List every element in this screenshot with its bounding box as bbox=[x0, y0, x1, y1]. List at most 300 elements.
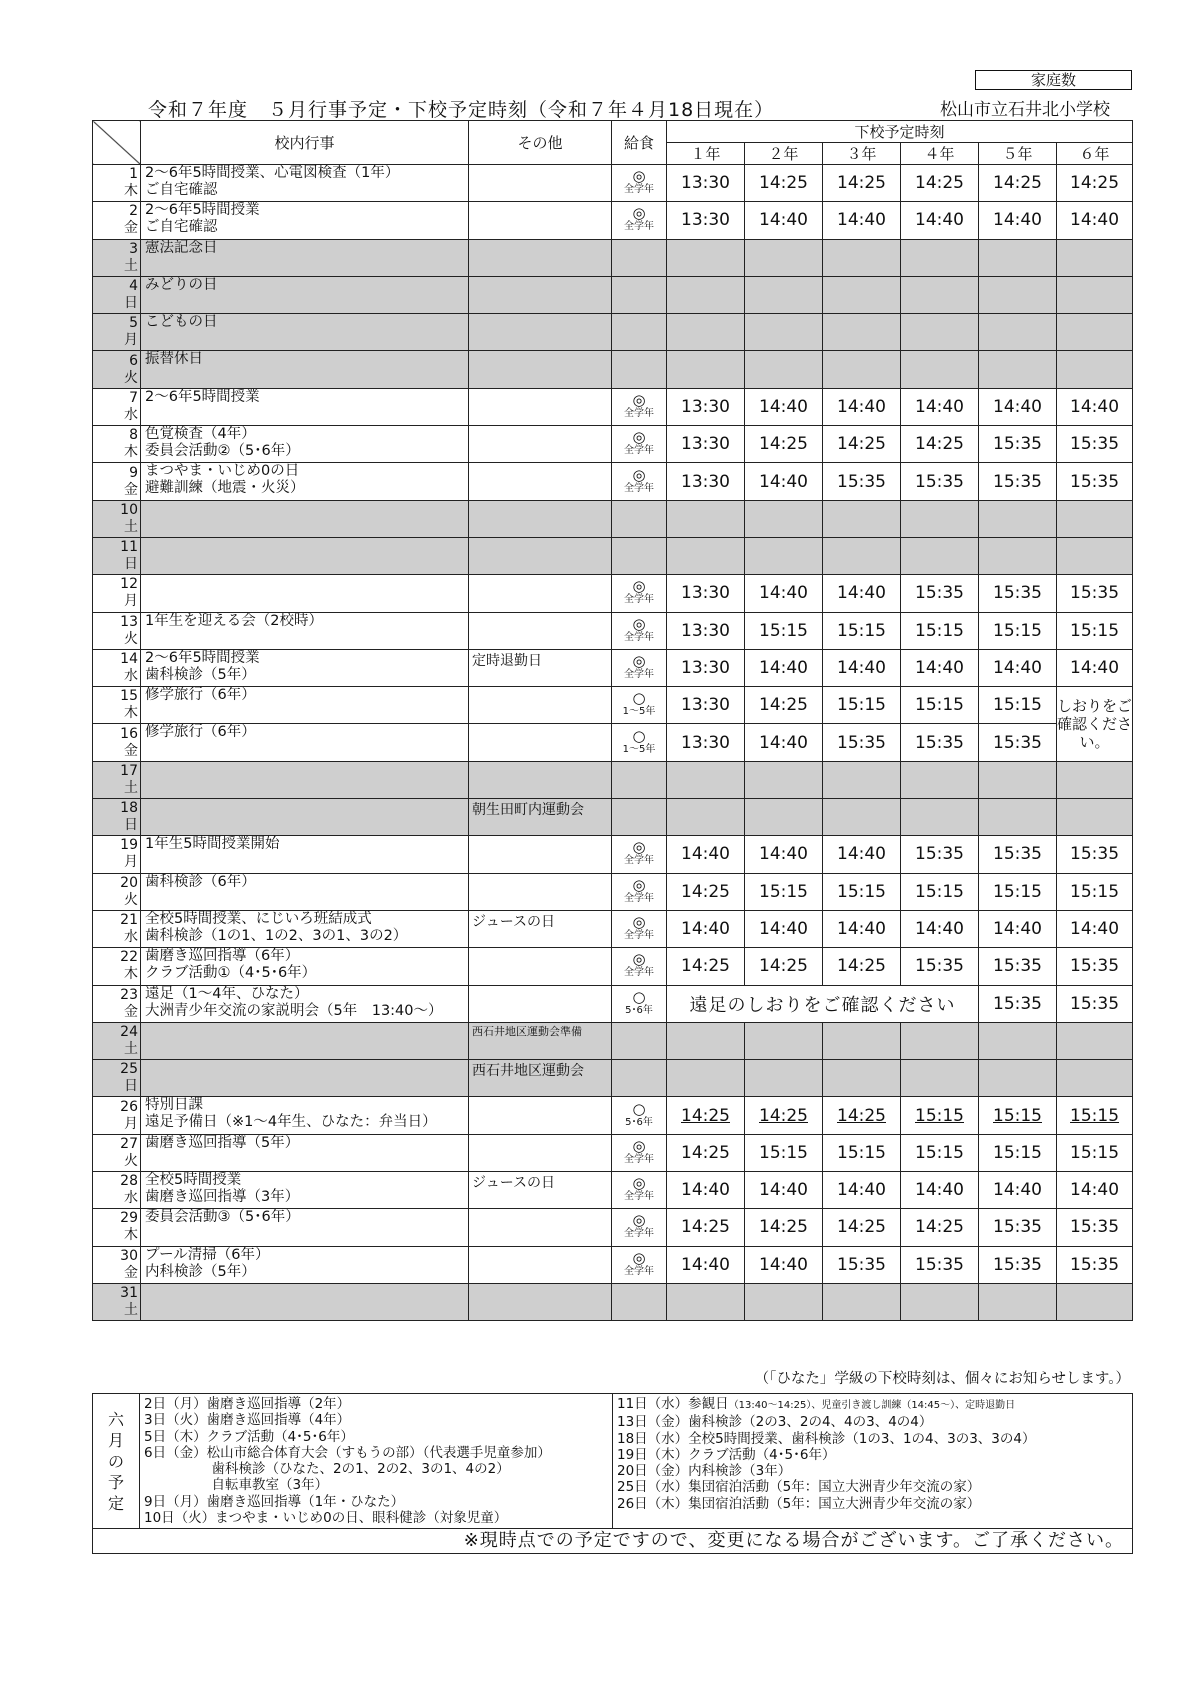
dismissal-time bbox=[901, 836, 979, 873]
time-text: 14:25 bbox=[759, 695, 808, 716]
dismissal-time bbox=[667, 1246, 745, 1283]
empty-time-cell bbox=[1057, 239, 1133, 276]
time-text: 15:15 bbox=[1070, 620, 1120, 641]
day-number: 11 bbox=[120, 539, 138, 556]
time-text: 14:40 bbox=[915, 658, 964, 678]
empty-time-cell bbox=[979, 351, 1057, 388]
lunch-cell bbox=[612, 426, 667, 463]
empty-time-cell bbox=[667, 1060, 745, 1097]
time-text: 14:40 bbox=[1070, 658, 1120, 678]
grade-header: ２年 bbox=[745, 143, 823, 165]
time-text: 15:35 bbox=[837, 732, 886, 753]
dismissal-time bbox=[1057, 1172, 1133, 1209]
dismissal-time bbox=[823, 426, 901, 463]
day-row bbox=[93, 724, 1133, 761]
event-cell bbox=[141, 575, 469, 612]
dismissal-time bbox=[979, 575, 1057, 612]
time-text: 13:30 bbox=[681, 434, 730, 455]
other-cell bbox=[469, 612, 612, 649]
day-number: 18 bbox=[120, 800, 138, 817]
date-cell bbox=[93, 612, 141, 649]
lunch-grades: 全学年 bbox=[624, 594, 654, 606]
date-cell bbox=[93, 1172, 141, 1209]
day-number: 6 bbox=[129, 352, 138, 369]
event-cell bbox=[141, 239, 469, 276]
other-cell bbox=[469, 463, 612, 500]
weekday: 月 bbox=[124, 593, 138, 610]
day-number: 27 bbox=[120, 1135, 138, 1152]
event-line: 避難訓練（地震・火災） bbox=[145, 480, 305, 497]
time-text: 15:15 bbox=[1070, 881, 1120, 902]
day-number: 1 bbox=[129, 166, 138, 183]
day-row bbox=[93, 239, 1133, 276]
grade6-shiori-note: しおりをご確認ください。 bbox=[1057, 687, 1133, 762]
event-line: 遠足予備日（※1～4年生、ひなた：弁当日） bbox=[145, 1114, 437, 1131]
lunch-cell bbox=[612, 612, 667, 649]
day-row bbox=[93, 575, 1133, 612]
other-cell bbox=[469, 873, 612, 910]
dismissal-time bbox=[901, 575, 979, 612]
time-text: 15:35 bbox=[1070, 583, 1120, 604]
other-cell bbox=[469, 948, 612, 985]
time-text: 13:30 bbox=[681, 471, 730, 492]
date-cell bbox=[93, 910, 141, 947]
day-row bbox=[93, 537, 1133, 574]
event-line: 大洲青少年交流の家説明会（5年 13:40～） bbox=[145, 1002, 443, 1019]
empty-time-cell bbox=[745, 500, 823, 537]
time-text: 15:15 bbox=[993, 1105, 1042, 1126]
dismissal-time bbox=[979, 1172, 1057, 1209]
june-label-char: 予 bbox=[107, 1472, 124, 1492]
dismissal-time bbox=[823, 910, 901, 947]
date-cell bbox=[93, 873, 141, 910]
dismissal-time bbox=[901, 1172, 979, 1209]
lunch-mark: ◎ bbox=[632, 913, 646, 932]
empty-time-cell bbox=[979, 314, 1057, 351]
dismissal-time bbox=[667, 612, 745, 649]
day-number: 25 bbox=[120, 1061, 138, 1078]
lunch-cell bbox=[612, 1246, 667, 1283]
other-cell bbox=[469, 724, 612, 761]
other-cell bbox=[469, 165, 612, 202]
day-row bbox=[93, 985, 1133, 1022]
june-item: 26日（木）集団宿泊活動（5年：国立大洲青少年交流の家） bbox=[617, 1495, 981, 1512]
event-line: 遠足（1～4年、ひなた） bbox=[145, 985, 309, 1002]
lunch-grades: 1～5年 bbox=[622, 706, 656, 718]
day-row bbox=[93, 426, 1133, 463]
time-text: 13:30 bbox=[681, 620, 730, 641]
day-number: 31 bbox=[120, 1285, 138, 1302]
empty-time-cell bbox=[745, 537, 823, 574]
day-row bbox=[93, 1134, 1133, 1171]
other-cell bbox=[469, 388, 612, 425]
dismissal-time bbox=[823, 687, 901, 724]
empty-time-cell bbox=[1057, 1060, 1133, 1097]
june-item: 6日（金）松山市総合体育大会（すもうの部）（代表選手児童参加） bbox=[144, 1444, 551, 1461]
weekday: 土 bbox=[124, 1302, 138, 1319]
dismissal-time bbox=[667, 1172, 745, 1209]
time-text: 15:15 bbox=[993, 620, 1042, 641]
june-item: 13日（金）歯科検診（2の3、2の4、4の3、4の4） bbox=[617, 1414, 933, 1431]
day-number: 9 bbox=[129, 464, 138, 481]
time-text: 14:40 bbox=[759, 1180, 808, 1201]
time-text: 14:40 bbox=[993, 1180, 1042, 1201]
empty-time-cell bbox=[823, 276, 901, 313]
dismissal-time bbox=[667, 575, 745, 612]
time-text: 15:15 bbox=[837, 695, 886, 716]
date-cell bbox=[93, 276, 141, 313]
time-text: 14:25 bbox=[915, 173, 964, 194]
day-row bbox=[93, 948, 1133, 985]
time-text: 15:15 bbox=[1070, 1105, 1120, 1126]
time-text: 15:35 bbox=[1070, 956, 1120, 977]
lunch-grades: 全学年 bbox=[624, 1228, 654, 1240]
other-cell: 定時退勤日 bbox=[469, 649, 612, 686]
event-cell bbox=[141, 687, 469, 724]
weekday: 土 bbox=[124, 257, 138, 274]
time-text: 15:35 bbox=[993, 1217, 1042, 1238]
dismissal-time bbox=[745, 910, 823, 947]
other-cell bbox=[469, 1134, 612, 1171]
dismissal-time bbox=[745, 1172, 823, 1209]
dismissal-time bbox=[667, 948, 745, 985]
dismissal-time bbox=[979, 426, 1057, 463]
day-number: 5 bbox=[129, 315, 138, 332]
weekday: 水 bbox=[124, 1190, 138, 1207]
dismissal-time bbox=[745, 873, 823, 910]
june-schedule bbox=[92, 1393, 1133, 1554]
time-text: 14:25 bbox=[915, 1217, 964, 1238]
time-text: 13:30 bbox=[681, 732, 730, 753]
lunch-mark: ◎ bbox=[632, 204, 646, 223]
june-item: 25日（水）集団宿泊活動（5年：国立大洲青少年交流の家） bbox=[617, 1479, 981, 1496]
event-line: 憲法記念日 bbox=[145, 239, 218, 256]
time-text: 14:40 bbox=[759, 732, 808, 753]
other-cell bbox=[469, 985, 612, 1022]
school-name: 松山市立石井北小学校 bbox=[940, 100, 1110, 120]
dismissal-time bbox=[901, 388, 979, 425]
empty-time-cell bbox=[667, 351, 745, 388]
lunch-grades: 5･6年 bbox=[625, 1116, 653, 1128]
time-text: 15:35 bbox=[1070, 471, 1120, 492]
lunch-cell bbox=[612, 165, 667, 202]
day-row bbox=[93, 1097, 1133, 1134]
event-cell bbox=[141, 612, 469, 649]
corner-cell bbox=[93, 121, 141, 165]
ensoku-note: 遠足のしおりをご確認ください bbox=[667, 985, 979, 1022]
date-cell bbox=[93, 314, 141, 351]
time-text: 15:15 bbox=[915, 1142, 964, 1163]
day-row bbox=[93, 687, 1133, 724]
time-text: 15:15 bbox=[837, 1142, 886, 1163]
lunch-mark: ◎ bbox=[632, 577, 646, 596]
time-text: 14:25 bbox=[759, 434, 808, 455]
weekday: 木 bbox=[124, 1227, 138, 1244]
weekday: 月 bbox=[124, 854, 138, 871]
event-cell bbox=[141, 1097, 469, 1134]
time-text: 14:40 bbox=[759, 583, 808, 604]
dismissal-header: 下校予定時刻 bbox=[667, 121, 1133, 143]
lunch-cell bbox=[612, 1134, 667, 1171]
grade-header: ４年 bbox=[901, 143, 979, 165]
day-number: 19 bbox=[120, 837, 138, 854]
dismissal-time bbox=[979, 388, 1057, 425]
time-text: 14:40 bbox=[759, 471, 808, 492]
weekday: 日 bbox=[124, 817, 138, 834]
dismissal-time bbox=[1057, 1097, 1133, 1134]
empty-time-cell bbox=[1057, 276, 1133, 313]
time-text: 14:25 bbox=[759, 1105, 808, 1126]
dismissal-time bbox=[667, 724, 745, 761]
dismissal-time bbox=[1057, 426, 1133, 463]
time-text: 14:40 bbox=[759, 919, 808, 940]
schedule-table bbox=[92, 120, 1133, 1321]
empty-time-cell bbox=[823, 537, 901, 574]
dismissal-time bbox=[745, 463, 823, 500]
time-text: 14:40 bbox=[993, 919, 1042, 940]
time-text: 14:40 bbox=[837, 210, 886, 231]
lunch-cell bbox=[612, 948, 667, 985]
time-text: 15:35 bbox=[837, 471, 886, 492]
empty-time-cell bbox=[667, 537, 745, 574]
event-line: 委員会活動③（5･6年） bbox=[145, 1209, 300, 1226]
weekday: 金 bbox=[124, 481, 138, 498]
event-line: 歯磨き巡回指導（3年） bbox=[145, 1189, 300, 1206]
lunch-cell bbox=[612, 985, 667, 1022]
other-cell bbox=[469, 1283, 612, 1320]
lunch-cell bbox=[612, 388, 667, 425]
event-cell bbox=[141, 1060, 469, 1097]
time-text: 14:40 bbox=[837, 583, 886, 604]
dismissal-time bbox=[901, 1097, 979, 1134]
dismissal-time bbox=[901, 948, 979, 985]
time-text: 15:35 bbox=[993, 471, 1042, 492]
day-number: 8 bbox=[129, 427, 138, 444]
weekday: 日 bbox=[124, 295, 138, 312]
empty-time-cell bbox=[823, 1022, 901, 1059]
time-text: 14:40 bbox=[837, 396, 886, 417]
lunch-mark: ◎ bbox=[632, 465, 646, 484]
day-number: 13 bbox=[120, 613, 138, 630]
weekday: 土 bbox=[124, 1040, 138, 1057]
empty-time-cell bbox=[979, 276, 1057, 313]
lunch-mark: ○ bbox=[632, 689, 646, 708]
event-cell bbox=[141, 388, 469, 425]
other-cell bbox=[469, 276, 612, 313]
day-number: 4 bbox=[129, 278, 138, 295]
date-cell bbox=[93, 426, 141, 463]
day-row bbox=[93, 1172, 1133, 1209]
dismissal-time bbox=[745, 165, 823, 202]
empty-time-cell bbox=[979, 1022, 1057, 1059]
weekday: 火 bbox=[124, 369, 138, 386]
other-cell: ジュースの日 bbox=[469, 1172, 612, 1209]
dismissal-time bbox=[1057, 612, 1133, 649]
grade-header: ６年 bbox=[1057, 143, 1133, 165]
weekday: 木 bbox=[124, 444, 138, 461]
time-text: 14:40 bbox=[837, 919, 886, 940]
other-cell bbox=[469, 1209, 612, 1246]
empty-time-cell bbox=[1057, 761, 1133, 798]
dismissal-time bbox=[901, 1134, 979, 1171]
empty-time-cell bbox=[901, 239, 979, 276]
lunch-cell bbox=[612, 239, 667, 276]
time-text: 15:35 bbox=[993, 956, 1042, 977]
lunch-grades: 全学年 bbox=[624, 855, 654, 867]
time-text: 14:25 bbox=[837, 434, 886, 455]
june-item: 18日（水）全校5時間授業、歯科検診（1の3、1の4、3の3、3の4） bbox=[617, 1430, 1036, 1447]
time-text: 14:25 bbox=[681, 956, 730, 977]
other-cell bbox=[469, 836, 612, 873]
empty-time-cell bbox=[1057, 537, 1133, 574]
date-cell bbox=[93, 687, 141, 724]
day-row bbox=[93, 761, 1133, 798]
dismissal-time bbox=[745, 1209, 823, 1246]
weekday: 金 bbox=[124, 1003, 138, 1020]
day-row bbox=[93, 1283, 1133, 1320]
empty-time-cell bbox=[823, 799, 901, 836]
event-line: まつやま・いじめ0の日 bbox=[145, 463, 300, 480]
time-text: 15:15 bbox=[759, 881, 808, 902]
time-text: 15:35 bbox=[915, 844, 964, 865]
day-number: 23 bbox=[120, 986, 138, 1003]
day-number: 24 bbox=[120, 1023, 138, 1040]
time-text: 15:35 bbox=[1070, 434, 1120, 455]
date-cell bbox=[93, 1134, 141, 1171]
dismissal-time bbox=[901, 612, 979, 649]
date-cell bbox=[93, 724, 141, 761]
dismissal-time bbox=[979, 1209, 1057, 1246]
june-left-column bbox=[140, 1394, 613, 1529]
time-text: 13:30 bbox=[681, 583, 730, 604]
time-text: 14:25 bbox=[837, 1217, 886, 1238]
day-number: 14 bbox=[120, 651, 138, 667]
june-label bbox=[93, 1394, 140, 1529]
event-line: 歯科検診（6年） bbox=[145, 873, 256, 890]
june-item: 11日（水）参観日（13:40～14:25）、児童引き渡し訓練（14:45～）、定時退勤日 bbox=[617, 1396, 1016, 1412]
other-cell bbox=[469, 1246, 612, 1283]
lunch-mark: ◎ bbox=[632, 614, 646, 633]
empty-time-cell bbox=[901, 500, 979, 537]
dismissal-time bbox=[667, 202, 745, 239]
lunch-cell bbox=[612, 799, 667, 836]
time-text: 14:40 bbox=[993, 658, 1042, 678]
dismissal-time bbox=[901, 910, 979, 947]
dismissal-time bbox=[1057, 910, 1133, 947]
lunch-mark: ◎ bbox=[632, 1136, 646, 1155]
event-cell bbox=[141, 1209, 469, 1246]
lunch-cell bbox=[612, 463, 667, 500]
dismissal-time bbox=[1057, 1134, 1133, 1171]
lunch-header: 給食 bbox=[612, 121, 667, 165]
dismissal-time bbox=[667, 388, 745, 425]
lunch-grades: 全学年 bbox=[624, 1265, 654, 1277]
dismissal-time bbox=[1057, 1246, 1133, 1283]
empty-time-cell bbox=[823, 1060, 901, 1097]
date-cell bbox=[93, 1022, 141, 1059]
dismissal-time: 15:35 bbox=[1057, 985, 1133, 1022]
day-row bbox=[93, 1209, 1133, 1246]
lunch-cell bbox=[612, 351, 667, 388]
day-number: 10 bbox=[120, 501, 138, 518]
household-count-box: 家庭数 bbox=[975, 70, 1132, 90]
june-item: 2日（月）歯磨き巡回指導（2年） bbox=[144, 1396, 351, 1412]
event-cell bbox=[141, 1246, 469, 1283]
event-cell bbox=[141, 314, 469, 351]
dismissal-time bbox=[745, 202, 823, 239]
weekday: 土 bbox=[124, 779, 138, 796]
empty-time-cell bbox=[745, 351, 823, 388]
empty-time-cell bbox=[823, 761, 901, 798]
dismissal-time bbox=[745, 1246, 823, 1283]
empty-time-cell bbox=[745, 276, 823, 313]
time-text: 15:15 bbox=[1070, 1142, 1120, 1163]
lunch-grades: 全学年 bbox=[624, 407, 654, 419]
dismissal-time bbox=[901, 687, 979, 724]
time-text: 14:40 bbox=[915, 396, 964, 417]
time-text: 14:40 bbox=[915, 919, 964, 940]
empty-time-cell bbox=[745, 1283, 823, 1320]
event-line: プール清掃（6年） bbox=[145, 1246, 270, 1263]
dismissal-time bbox=[979, 1134, 1057, 1171]
weekday: 月 bbox=[124, 1115, 138, 1132]
dismissal-time bbox=[745, 836, 823, 873]
date-cell bbox=[93, 836, 141, 873]
time-text: 14:40 bbox=[759, 1254, 808, 1275]
empty-time-cell bbox=[1057, 1283, 1133, 1320]
weekday: 金 bbox=[124, 742, 138, 759]
lunch-mark: ◎ bbox=[632, 950, 646, 969]
empty-time-cell bbox=[823, 314, 901, 351]
event-cell bbox=[141, 910, 469, 947]
dismissal-time bbox=[1057, 649, 1133, 686]
lunch-cell bbox=[612, 687, 667, 724]
empty-time-cell bbox=[745, 1022, 823, 1059]
lunch-cell bbox=[612, 537, 667, 574]
day-number: 22 bbox=[120, 949, 138, 966]
dismissal-time bbox=[667, 873, 745, 910]
event-line: 2～6年5時間授業、心電図検査（1年） bbox=[145, 165, 400, 181]
date-cell bbox=[93, 985, 141, 1022]
event-line: みどりの日 bbox=[145, 276, 218, 293]
dismissal-time bbox=[901, 202, 979, 239]
day-number: 7 bbox=[129, 389, 138, 406]
time-text: 15:35 bbox=[915, 471, 964, 492]
event-cell bbox=[141, 799, 469, 836]
time-text: 15:15 bbox=[993, 881, 1042, 902]
event-line: 歯科検診（5年） bbox=[145, 666, 256, 683]
day-number: 3 bbox=[129, 240, 138, 257]
date-cell bbox=[93, 1097, 141, 1134]
june-item: 9日（月）歯磨き巡回指導（1年・ひなた） bbox=[144, 1493, 405, 1510]
event-line: 振替休日 bbox=[145, 351, 203, 368]
day-row bbox=[93, 1246, 1133, 1283]
event-cell bbox=[141, 537, 469, 574]
empty-time-cell bbox=[1057, 314, 1133, 351]
dismissal-time bbox=[901, 1246, 979, 1283]
weekday: 木 bbox=[124, 705, 138, 722]
time-text: 15:15 bbox=[837, 620, 886, 641]
hinata-note: （「ひなた」学級の下校時刻は、個々にお知らせします。） bbox=[754, 1371, 1130, 1387]
time-text: 14:40 bbox=[1070, 919, 1120, 940]
empty-time-cell bbox=[667, 276, 745, 313]
dismissal-time bbox=[979, 165, 1057, 202]
day-number: 20 bbox=[120, 874, 138, 891]
dismissal-time bbox=[823, 873, 901, 910]
empty-time-cell bbox=[823, 500, 901, 537]
dismissal-time bbox=[823, 1209, 901, 1246]
empty-time-cell bbox=[667, 1022, 745, 1059]
